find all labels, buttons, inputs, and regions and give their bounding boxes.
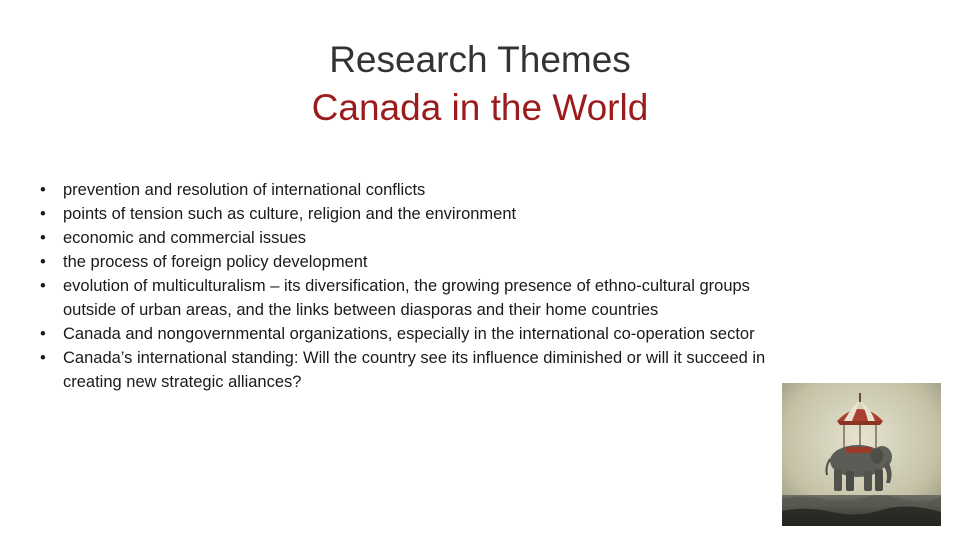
bullet-text: points of tension such as culture, religion and the environment <box>63 205 517 223</box>
bullet-item <box>40 226 800 250</box>
slide-title <box>0 36 960 132</box>
bullet-icon: • <box>40 349 46 367</box>
bullet-text: Canada’s international standing: Will the country see its influence diminished or will it succeed in creating new strategic alliances? <box>63 349 766 391</box>
title-research-themes: Research Themes <box>329 39 631 80</box>
bullet-text: economic and commercial issues <box>63 229 307 247</box>
bullet-item <box>40 346 800 394</box>
bullet-icon: • <box>40 277 46 295</box>
bullet-item <box>40 178 800 202</box>
bullet-text: Canada and nongovernmental organizations, especially in the international co-operation sector <box>63 325 755 343</box>
bullet-icon: • <box>40 181 46 199</box>
bullet-text: prevention and resolution of international conflicts <box>63 181 426 199</box>
bullet-item <box>40 274 800 322</box>
bullet-item <box>40 250 800 274</box>
bullet-text: evolution of multiculturalism – its diversification, the growing presence of ethno-cultural groups outside of urban areas, and the links between diasporas and their home countries <box>63 277 750 319</box>
bullet-text: the process of foreign policy development <box>63 253 368 271</box>
bullet-item <box>40 322 800 346</box>
bullet-list <box>40 178 800 394</box>
bullet-icon: • <box>40 325 46 343</box>
bullet-icon: • <box>40 205 46 223</box>
bullet-icon: • <box>40 229 46 247</box>
bullet-item <box>40 202 800 226</box>
elephant-carousel-image <box>782 383 941 526</box>
bullet-icon: • <box>40 253 46 271</box>
subtitle-canada-in-the-world: Canada in the World <box>311 87 649 128</box>
